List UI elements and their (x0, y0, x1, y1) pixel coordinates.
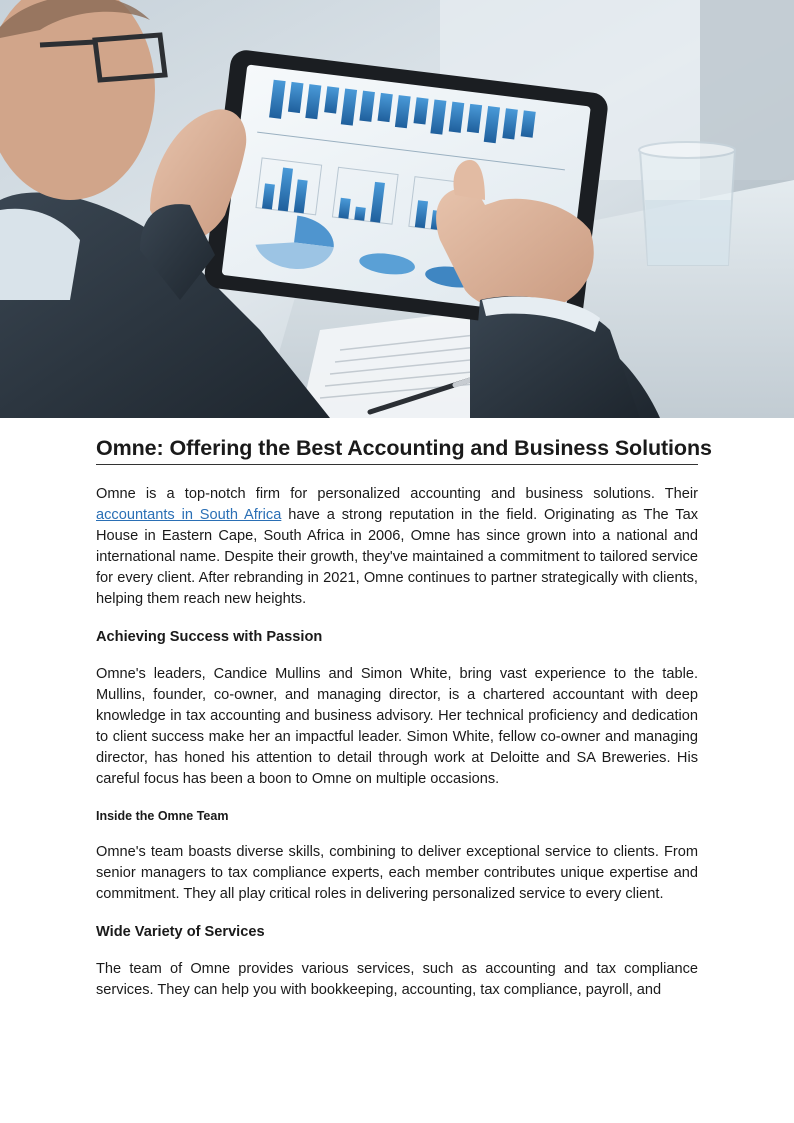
section-heading-success: Achieving Success with Passion (96, 629, 323, 645)
section-heading-team: Inside the Omne Team (96, 809, 229, 823)
section-heading-services: Wide Variety of Services (96, 924, 265, 940)
intro-text-before-link: Omne is a top-notch firm for personalized accounting and business solutions. Their (96, 486, 698, 502)
intro-text-after-link: have a strong reputation in the field. Originating as The Tax House in Eastern Cape, South Africa in 2006, Omne has since grown into a national and international name. Despite their growth, they've maintained a commitment to tailored service for every client. After rebranding in 2021, Omne continues to partner strategically with clients, helping them reach new heights. (96, 507, 698, 607)
section-body-success: Omne's leaders, Candice Mullins and Simon White, bring vast experience to the table. Mullins, founder, co-owner, and managing director, is a chartered accountant with deep knowledge in tax accounting and business advisory. Her technical proficiency and dedication to client success make her an impactful leader. Simon White, fellow co-owner and managing director, has honed his attention to detail through work at Deloitte and SA Breweries. His careful focus has been a boon to Omne on multiple occasions. (96, 666, 698, 787)
intro-paragraph (96, 484, 698, 610)
article-title: Omne: Offering the Best Accounting and Business Solutions (96, 436, 698, 465)
hero-illustration (0, 0, 794, 418)
article (96, 436, 712, 1001)
hero-image (0, 0, 794, 418)
section-body-services: The team of Omne provides various services, such as accounting and tax compliance services. They can help you with bookkeeping, accounting, tax compliance, payroll, and (96, 961, 698, 998)
accountants-link[interactable]: accountants in South Africa (96, 507, 282, 523)
section-body-team: Omne's team boasts diverse skills, combining to deliver exceptional service to clients. From senior managers to tax compliance experts, each member contributes unique expertise and commitment. They all play critical roles in delivering personalized service to every client. (96, 844, 698, 902)
